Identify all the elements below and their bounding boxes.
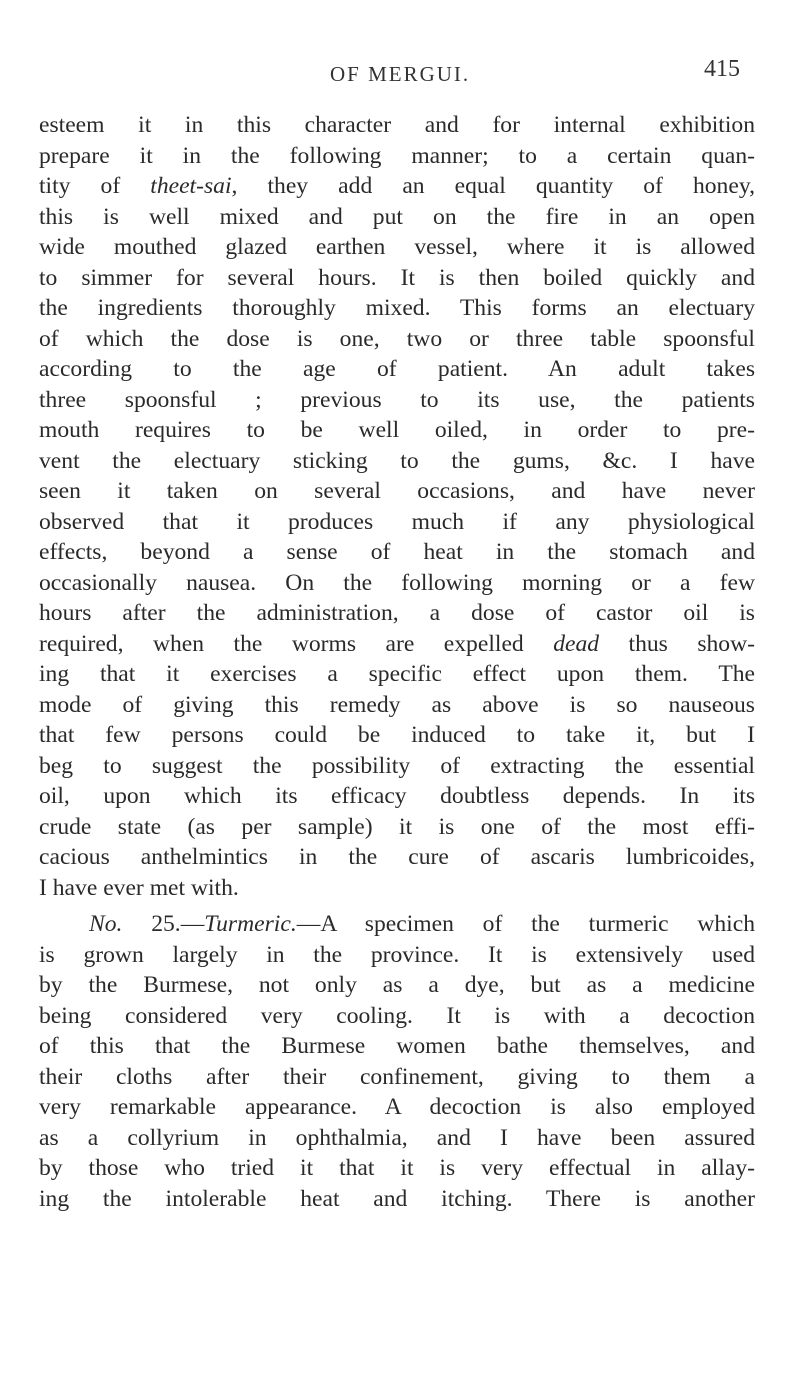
text-segment: being considered very cooling. It is with a decoction	[39, 1002, 755, 1029]
text-line	[39, 385, 755, 416]
text-line	[39, 970, 755, 1001]
page-number: 415	[704, 56, 740, 82]
text-segment: required, when the worms are expelled	[39, 630, 554, 657]
text-segment: ing that it exercises a specific effect upon them. The	[39, 661, 755, 687]
text-segment: their cloths after their confinement, giving to them a	[39, 1063, 755, 1090]
text-segment: ing the intolerable heat and itching. There is another	[39, 1185, 755, 1212]
text-line	[39, 659, 755, 690]
text-line	[39, 812, 755, 843]
text-line	[39, 507, 755, 538]
text-segment: of which the dose is one, two or three table spoonsful	[39, 325, 755, 352]
text-segment: this is well mixed and put on the fire in an open	[39, 203, 755, 230]
text-segment: three spoonsful ; previous to its use, the patients	[39, 386, 755, 413]
text-segment: of this that the Burmese women bathe themselves, and	[39, 1033, 755, 1059]
italic-text: theet-sai	[150, 173, 232, 199]
text-segment: to simmer for several hours. It is then boiled quickly and	[39, 264, 755, 291]
italic-text: dead	[553, 630, 600, 657]
text-segment: crude state (as per sample) it is one of the most effi-	[39, 813, 755, 840]
text-line	[39, 354, 755, 385]
running-head: OF MERGUI.	[330, 62, 471, 86]
text-line	[39, 690, 755, 721]
text-line	[39, 909, 755, 940]
text-segment: very remarkable appearance. A decoction is also employed	[39, 1094, 755, 1120]
text-segment: by the Burmese, not only as a dye, but as a medicine	[39, 972, 755, 998]
text-segment: tity of	[39, 173, 151, 199]
text-line	[39, 232, 755, 263]
italic-text: No.	[89, 911, 123, 937]
paragraph	[39, 110, 755, 903]
text-line	[39, 141, 755, 172]
text-line	[39, 598, 755, 629]
italic-text: Turmeric.	[204, 911, 297, 937]
text-segment: esteem it in this character and for internal exhibition	[39, 112, 755, 138]
text-line	[39, 568, 755, 599]
text-segment: as a collyrium in ophthalmia, and I have been assured	[39, 1124, 755, 1151]
text-line	[39, 1092, 755, 1123]
text-line	[39, 171, 755, 202]
text-segment: cacious anthelmintics in the cure of ascaris lumbricoides,	[39, 844, 755, 870]
text-segment: mouth requires to be well oiled, in order to pre-	[39, 417, 755, 443]
text-line	[39, 415, 755, 446]
text-segment: is grown largely in the province. It is extensively used	[39, 941, 755, 968]
paragraph	[39, 909, 755, 1214]
text-segment: according to the age of patient. An adult takes	[39, 356, 755, 382]
text-line	[39, 940, 755, 971]
text-body	[39, 110, 755, 1214]
text-line	[39, 1123, 755, 1154]
text-line	[39, 629, 755, 660]
text-line	[39, 1062, 755, 1093]
text-segment: beg to suggest the possibility of extracting the essential	[39, 752, 755, 779]
text-line	[39, 1184, 755, 1215]
text-segment: effects, beyond a sense of heat in the stomach and	[39, 539, 755, 565]
text-line	[39, 110, 755, 141]
text-segment: by those who tried it that it is very effectual in allay-	[39, 1155, 755, 1181]
text-segment: I have ever met with.	[39, 874, 239, 901]
page-header	[0, 50, 800, 90]
text-line	[39, 202, 755, 233]
text-line	[39, 293, 755, 324]
text-segment: the ingredients thoroughly mixed. This forms an electuary	[39, 295, 755, 321]
text-line	[39, 476, 755, 507]
text-segment: seen it taken on several occasions, and have never	[39, 478, 755, 504]
text-line	[39, 1031, 755, 1062]
text-line	[39, 781, 755, 812]
text-line	[39, 446, 755, 477]
text-segment: wide mouthed glazed earthen vessel, where it is allowed	[39, 234, 755, 260]
text-segment: , they add an equal quantity of honey,	[231, 173, 755, 199]
text-segment: mode of giving this remedy as above is so nauseous	[39, 691, 755, 718]
text-line	[39, 537, 755, 568]
text-line	[39, 263, 755, 294]
text-segment: occasionally nausea. On the following morning or a few	[39, 569, 755, 596]
text-line	[39, 873, 755, 904]
text-segment: observed that it produces much if any physiological	[39, 508, 755, 535]
text-line	[39, 1153, 755, 1184]
text-line	[39, 1001, 755, 1032]
text-segment: that few persons could be induced to take it, but I	[39, 722, 755, 748]
text-segment: —A specimen of the turmeric which	[296, 911, 756, 937]
text-line	[39, 751, 755, 782]
text-line	[39, 324, 755, 355]
text-segment: hours after the administration, a dose of castor oil is	[39, 600, 755, 626]
text-line	[39, 720, 755, 751]
text-segment: prepare it in the following manner; to a certain quan-	[39, 142, 755, 169]
text-segment: thus show-	[599, 630, 755, 657]
text-segment: oil, upon which its efficacy doubtless depends. In its	[39, 783, 755, 809]
text-line	[39, 842, 755, 873]
text-segment: vent the electuary sticking to the gums, &c. I have	[39, 447, 755, 474]
text-segment: 25.—	[122, 911, 205, 937]
